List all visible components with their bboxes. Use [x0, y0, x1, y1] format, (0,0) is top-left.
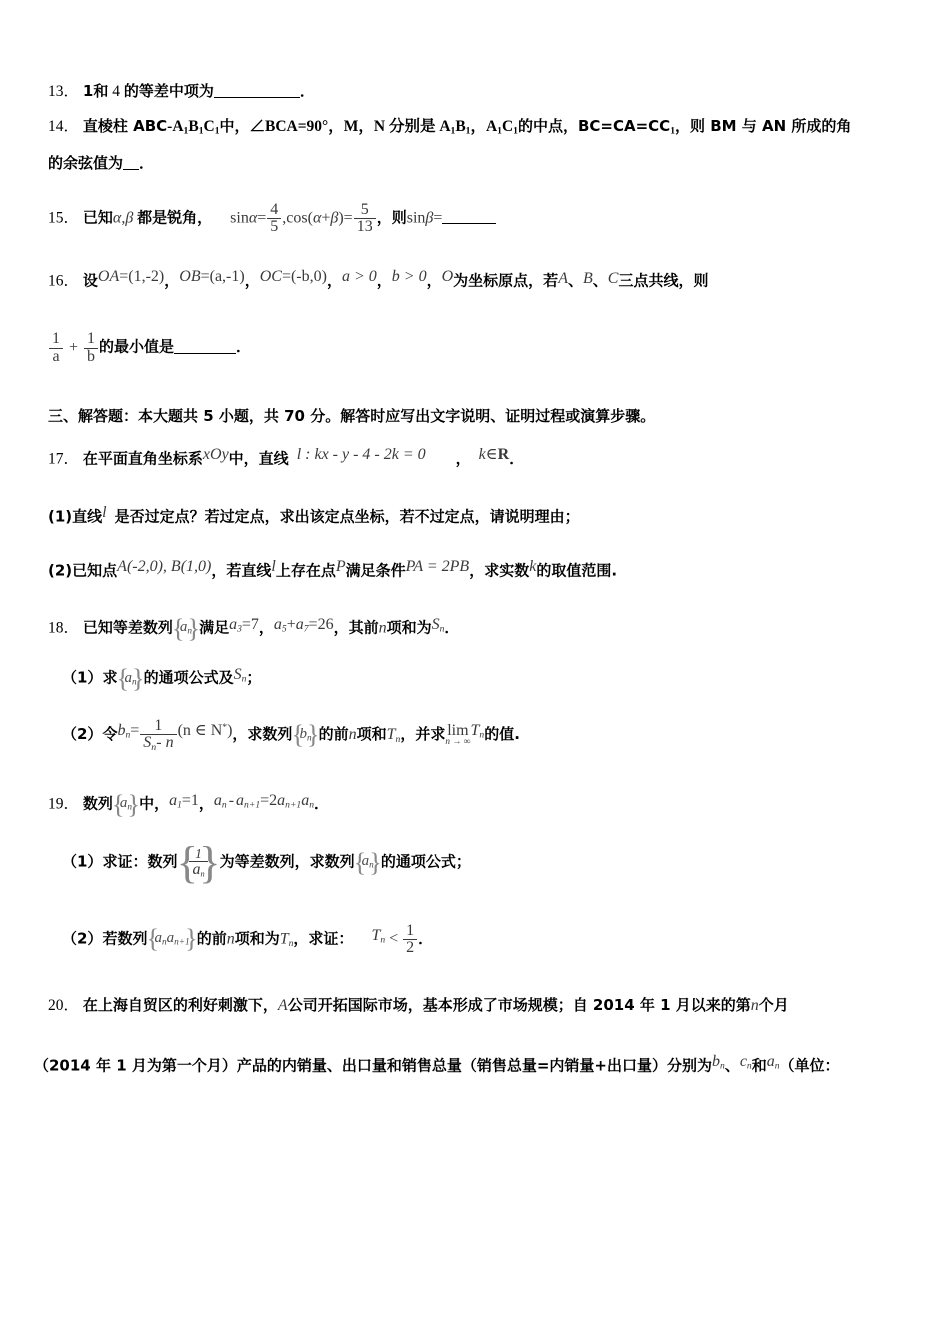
question-20-bn-sub: n — [720, 1061, 725, 1072]
question-14-text-3: ∠BCA=90°，M，N 分别是 A — [249, 118, 451, 136]
question-17-part2-text-e: ，求实数 — [469, 561, 530, 580]
frac-numerator: 1 — [140, 718, 176, 735]
question-18-stem-end: ． — [444, 618, 460, 637]
question-16-text-1: 设 — [82, 271, 98, 290]
question-20-line1-c: 个月 — [758, 996, 789, 1015]
exam-content — [34, 81, 910, 1075]
question-16-fraction-1-a — [49, 331, 63, 365]
question-17-stem-comma: ， — [455, 449, 471, 468]
question-16-text-3: 三点共线，则 — [618, 271, 709, 290]
question-20-line2-d: （单位： — [779, 1056, 840, 1075]
question-16-text-2: 为坐标原点，若 — [453, 271, 559, 290]
question-17-part2-text-d: 满足条件 — [345, 561, 406, 580]
question-18-part2-domain-close: ) — [227, 722, 233, 740]
question-17-part2-text-a: 已知点 — [72, 561, 118, 580]
question-15-fraction-4-5 — [267, 202, 281, 236]
question-16-point-A: A — [558, 269, 568, 287]
question-18-a3: a — [229, 616, 238, 634]
question-13-text-before: 1和 — [82, 81, 109, 100]
question-13-answer-blank[interactable] — [214, 82, 300, 98]
question-16-line2-end: ． — [236, 337, 252, 356]
question-18-plus: + — [286, 616, 296, 634]
question-19 — [48, 793, 910, 957]
sequence-sub: n — [369, 861, 374, 872]
question-20-line1-b: 公司开拓国际市场，基本形成了市场规模；自 2014 年 1 月以来的第 — [287, 996, 751, 1015]
question-19-sequence-an — [113, 796, 139, 813]
question-14-B1b: B — [455, 118, 466, 136]
question-16-dun-2: 、 — [592, 271, 608, 290]
question-17-part1-line-l: l — [102, 503, 107, 521]
question-19-an-sub: n — [221, 799, 227, 811]
frac-numerator: 1 — [49, 331, 63, 348]
question-15-cos: cos( — [286, 209, 313, 227]
sequence-var: a — [361, 853, 370, 870]
question-18-sep-1: ， — [258, 618, 274, 637]
question-17-part1-text-b: 是否过定点？若过定点，求出该定点坐标，若不过定点，请说明理由； — [114, 507, 580, 526]
question-18-a5-sub: 5 — [281, 623, 287, 635]
question-15-plus: + — [321, 209, 331, 227]
question-19-stem-b: 中， — [139, 794, 170, 813]
question-19-part2-text-a: 若数列 — [102, 929, 148, 948]
question-16-OC-value: =(-b,0) — [281, 268, 327, 286]
frac-numerator: 4 — [267, 202, 281, 219]
sequence-var: a — [119, 795, 128, 812]
question-19-part2-label: （2） — [62, 929, 103, 948]
question-14-A1: A — [172, 118, 184, 136]
question-19-part2-ineq-T-sub: n — [380, 934, 386, 946]
question-18-part2-text-f: 的值. — [484, 724, 520, 743]
question-16-answer-blank[interactable] — [174, 338, 236, 354]
sequence-sub: n — [131, 677, 137, 688]
question-14-line2-end: ． — [139, 154, 155, 173]
question-19-number: 19． — [48, 795, 80, 813]
sequence-sub-2: n+1 — [174, 937, 190, 948]
sequence-var: a — [124, 669, 132, 686]
question-20-bn: b — [712, 1053, 720, 1071]
question-14-line2: 的余弦值为 — [48, 154, 124, 173]
question-19-part1-set-1-over-an — [177, 847, 219, 879]
question-13 — [48, 82, 910, 99]
frac-denominator — [140, 735, 176, 753]
frac-denominator — [189, 862, 207, 879]
question-18-part2-domain-star: * — [222, 722, 228, 734]
question-18-part1-text-c: ； — [246, 668, 262, 687]
question-14-C1b-sub: 1 — [513, 125, 518, 137]
question-19-part2-text-b: 的前 — [196, 929, 227, 948]
question-15-text-1: 已知 — [82, 208, 113, 227]
question-15-text-2: 都是锐角， — [137, 208, 213, 227]
question-17 — [48, 447, 910, 579]
question-20-cn: c — [739, 1053, 747, 1071]
question-18-part2-eq: = — [130, 722, 140, 740]
question-18-part2-n: n — [348, 725, 357, 743]
question-14-answer-blank[interactable] — [123, 154, 139, 170]
question-14-text-4: ，A — [470, 118, 498, 136]
question-13-value: 4 — [112, 82, 120, 100]
question-16-sep-2: ， — [244, 271, 260, 290]
question-18-n-var: n — [378, 619, 387, 637]
question-18-part2-label: （2） — [62, 724, 103, 743]
question-19-stem-a: 数列 — [82, 794, 113, 813]
question-18-part1-text-a: 求 — [102, 668, 118, 687]
question-18-stem-c: 其前 — [348, 618, 379, 637]
question-15-sin2: sin — [406, 209, 426, 227]
question-16-OA-value: =(1,-2) — [119, 268, 165, 286]
question-19-part2-T-sub: n — [288, 937, 294, 949]
question-15-var-alpha: α — [248, 209, 258, 227]
question-18-part2-text-a: 令 — [102, 724, 118, 743]
frac-denominator: b — [87, 347, 96, 365]
question-15-var-alpha2: α — [312, 209, 322, 227]
sequence-var-1: a — [154, 930, 162, 947]
question-20-line2-a: （2014 年 1 月为第一个月）产品的内销量、出口量和销售总量（销售总量=内销量+出口量）分别为 — [34, 1056, 712, 1075]
sequence-var: b — [299, 725, 307, 742]
question-20-n-var: n — [750, 997, 759, 1015]
question-18-Sn: S — [431, 616, 440, 634]
question-19-sep-1: ， — [198, 794, 214, 813]
sequence-sub: n — [127, 802, 133, 813]
question-16-line2-text: 的最小值是 — [99, 337, 175, 356]
question-16-dun-1: 、 — [567, 271, 583, 290]
question-18-part1-S: S — [233, 666, 242, 684]
question-19-a1-eq: =1 — [181, 791, 199, 809]
question-14-dash: - — [167, 118, 173, 136]
question-18-stem-b: 满足 — [199, 618, 230, 637]
question-17-coordinate-system: xOy — [202, 445, 229, 463]
frac-numerator: 1 — [403, 923, 417, 940]
question-15-alpha: α — [112, 209, 122, 227]
question-15-var-beta2: β — [330, 209, 339, 227]
question-18-Sn-sub: n — [439, 623, 445, 635]
question-19-part2-text-c: 项和为 — [234, 929, 280, 948]
question-18-a3-eq: =7 — [241, 616, 259, 634]
question-18-eq-26: =26 — [308, 616, 334, 634]
question-19-part2-ineq-end: ． — [418, 929, 434, 948]
question-18-a7-sub: 7 — [303, 623, 309, 635]
question-13-trailing: ． — [299, 81, 315, 100]
question-20-line1-a: 在上海自贸区的利好刺激下， — [82, 996, 278, 1015]
question-19-part2-n: n — [226, 930, 235, 948]
question-18 — [48, 617, 910, 753]
question-14-A1c-sub: 1 — [497, 125, 502, 137]
question-16-plus: + — [69, 338, 79, 356]
question-18-part2-fraction — [140, 718, 176, 753]
question-16-OB-value: =(a,-1) — [200, 268, 245, 286]
question-17-line-equation: l : kx - y - 4 - 2k = 0 — [296, 445, 426, 463]
question-14-number: 14． — [48, 118, 80, 136]
question-20-number: 20． — [48, 997, 80, 1015]
question-17-part2-text-c: 上存在点 — [275, 561, 336, 580]
question-17-number: 17． — [48, 450, 80, 468]
question-15-eq2: = — [343, 209, 353, 227]
question-18-part1-label: （1） — [62, 668, 103, 687]
frac-den-a: a — [192, 860, 201, 878]
question-19-rhs-an-sub: n — [309, 799, 315, 811]
question-18-part1-text-b: 的通项公式及 — [143, 668, 234, 687]
question-16-condition-a: a > 0 — [341, 268, 377, 286]
question-19-part1-text-b: 为等差数列，求数列 — [219, 852, 355, 871]
question-17-stem-a: 在平面直角坐标系 — [82, 449, 203, 468]
question-18-part2-bn-sub: n — [125, 730, 131, 742]
frac-denominator: a — [52, 347, 60, 365]
frac-den-S: S — [143, 733, 152, 751]
question-15: 15． 已知α,β 都是锐角， sinα= $\frac{4}{5}$ ,cos(α+β)= $\frac{5}{13}$ ，则sinβ= — [48, 202, 910, 236]
question-14-C1: C — [203, 118, 215, 136]
question-20-an-sub: n — [774, 1061, 780, 1072]
question-19-rhs-an1: a — [277, 791, 286, 809]
question-18-part1-sequence — [117, 671, 143, 688]
frac-den-a-sub: n — [200, 869, 205, 879]
question-15-sin: sin — [230, 209, 249, 227]
sequence-sub-1: n — [161, 937, 167, 948]
question-20-an: a — [766, 1053, 775, 1071]
question-19-part2-ineq-sign: < — [389, 930, 399, 948]
question-18-part2-text-d: 项和 — [356, 724, 387, 743]
question-17-part1-label: (1) — [48, 507, 73, 526]
question-19-rhs-an1-sub: n+1 — [285, 799, 302, 811]
question-14-A1-sub: 1 — [183, 125, 189, 137]
question-19-rhs-an: a — [301, 791, 310, 809]
question-17-reals-symbol: R — [497, 445, 510, 463]
question-18-a7: a — [295, 616, 304, 634]
question-17-stem-b: 中，直线 — [228, 449, 289, 468]
sequence-sub: n — [187, 627, 193, 638]
question-18-part2-text-c: 的前 — [318, 724, 349, 743]
question-16-fraction-1-b — [84, 331, 98, 365]
frac-denominator: 13 — [356, 218, 373, 236]
question-14-B1-sub: 1 — [198, 125, 204, 137]
question-18-part1-S-sub: n — [241, 674, 247, 685]
question-18-sequence-an — [173, 620, 199, 637]
question-19-a1-sub: 1 — [177, 799, 182, 811]
question-16 — [48, 269, 910, 365]
question-17-k-var: k — [478, 445, 486, 463]
frac-denominator: 5 — [270, 218, 279, 236]
question-16-vector-OC: OC — [259, 268, 282, 286]
question-16-vector-OA: OA — [97, 268, 120, 286]
question-17-part2-line-l: l — [271, 557, 276, 575]
limit-operator: lim — [447, 722, 469, 740]
question-18-sep-2: ， — [333, 618, 349, 637]
sequence-var-2: a — [166, 930, 175, 947]
question-18-part2-lim-T: T — [470, 722, 480, 740]
question-14-B1: B — [188, 118, 199, 136]
question-17-part2-k: k — [529, 557, 537, 575]
sequence-var: a — [179, 619, 188, 636]
question-18-a3-sub: 3 — [237, 623, 242, 635]
limit-subscript: n → ∞ — [445, 737, 471, 748]
question-15-text-3: ，则 — [376, 208, 407, 227]
question-19-part1-label: （1） — [62, 852, 103, 871]
section-heading-text: 三、解答题：本大题共 5 小题，共 70 分。解答时应写出文字说明、证明过程或演算步骤。 — [48, 407, 656, 426]
question-15-close-paren: ) — [338, 209, 344, 227]
question-19-eq: =2 — [260, 791, 278, 809]
question-16-point-C: C — [607, 269, 619, 287]
question-14-text-6: ，则 BM 与 AN 所成的角 — [674, 117, 852, 136]
question-20-he: 和 — [751, 1056, 767, 1075]
question-19-a1: a — [169, 791, 178, 809]
frac-den-S-sub: n — [151, 741, 157, 753]
question-17-part2-point-P: P — [335, 557, 346, 575]
question-19-minus: - — [228, 791, 235, 809]
sequence-sub: n — [306, 733, 312, 744]
question-19-stem-end: ． — [314, 794, 330, 813]
question-20-dun: 、 — [724, 1056, 740, 1075]
question-18-stem-d: 项和为 — [386, 618, 432, 637]
question-15-var-beta3: β — [425, 209, 434, 227]
question-19-an: a — [213, 791, 222, 809]
question-14-CC1-sub: 1 — [670, 125, 675, 137]
question-17-part2-text-f: 的取值范围. — [536, 561, 618, 580]
question-19-part2-text-d: ，求证： — [293, 929, 354, 948]
question-14 — [48, 119, 910, 171]
question-18-part2-limit — [445, 723, 470, 747]
question-19-part1-text-a: 求证：数列 — [102, 852, 178, 871]
question-18-number: 18． — [48, 619, 80, 637]
question-14-text-1: 直棱柱 ABC — [82, 117, 168, 136]
question-19-part2-T: T — [279, 930, 289, 948]
question-19-part1-sequence-an — [355, 854, 381, 871]
question-18-part2-bn: b — [117, 722, 126, 740]
question-17-part2-label: (2) — [48, 561, 73, 580]
question-17-stem-period: ． — [509, 449, 525, 468]
question-15-comma: , — [121, 209, 126, 227]
question-19-an1-sub: n+1 — [244, 799, 261, 811]
question-16-sep-5: ， — [426, 271, 442, 290]
question-18-a5: a — [273, 616, 282, 634]
question-15-answer-blank[interactable] — [442, 208, 496, 224]
question-19-part2-ineq-T: T — [371, 926, 381, 944]
question-14-text-5: 的中点，BC=CA=CC — [517, 117, 671, 136]
question-17-part2-text-b: ，若直线 — [211, 561, 272, 580]
question-17-in-symbol: ∈ — [485, 445, 498, 463]
question-18-part2-text-b: ，求数列 — [232, 724, 293, 743]
question-17-part2-condition: PA = 2PB — [405, 557, 470, 575]
question-16-vector-OB: OB — [179, 268, 201, 286]
question-19-part1-text-c: 的通项公式； — [380, 852, 471, 871]
question-15-eq3: = — [433, 209, 443, 227]
question-16-sep-1: ， — [164, 271, 180, 290]
question-15-beta: β — [125, 209, 134, 227]
section-heading-answer-questions — [48, 409, 910, 425]
question-19-an1: a — [236, 791, 245, 809]
question-13-text-after: 的等差中项为 — [123, 81, 214, 100]
question-19-part2-fraction-half — [403, 923, 417, 957]
question-18-stem-a: 已知等差数列 — [82, 618, 173, 637]
question-15-fraction-5-13 — [354, 202, 376, 236]
frac-numerator: { 1 — [189, 847, 207, 862]
question-18-part2-T-sub: n — [395, 733, 401, 745]
question-18-part2-text-e: ，并求 — [400, 724, 446, 743]
question-20 — [34, 996, 910, 1075]
question-16-origin-O: O — [441, 268, 454, 286]
question-13-number: 13． — [48, 82, 80, 100]
frac-numerator: 1 — [84, 331, 98, 348]
question-14-C1b: C — [501, 118, 514, 136]
question-14-A1b-sub: 1 — [450, 125, 456, 137]
question-15-eq1: = — [257, 209, 267, 227]
frac-denominator: 2 — [406, 939, 415, 956]
question-18-part2-lim-T-sub: n — [479, 730, 485, 742]
question-16-sep-4: ， — [376, 271, 392, 290]
question-19-part2-sequence — [147, 931, 196, 948]
question-20-company-A: A — [277, 997, 288, 1015]
question-14-C1-sub: 1 — [214, 125, 220, 137]
question-17-part1-text-a: 直线 — [72, 507, 103, 526]
question-17-part2-points: A(-2,0), B(1,0) — [117, 557, 212, 575]
question-19-part1-fraction — [189, 847, 207, 879]
question-14-text-2: 中， — [219, 117, 250, 136]
question-16-number: 16． — [48, 272, 80, 290]
question-18-part2-T: T — [386, 725, 396, 743]
question-16-sep-3: ， — [326, 271, 342, 290]
question-16-point-B: B — [582, 269, 593, 287]
frac-den-minus-n: - n — [156, 733, 174, 751]
frac-numerator: 5 — [354, 202, 376, 219]
question-18-part2-domain: (n ∈ N — [177, 722, 223, 740]
question-18-part2-sequence-bn — [292, 727, 318, 744]
question-14-B1b-sub: 1 — [465, 125, 471, 137]
question-20-cn-sub: n — [746, 1061, 752, 1072]
question-16-condition-b: b > 0 — [391, 268, 427, 286]
question-15-number: 15． — [48, 209, 80, 227]
